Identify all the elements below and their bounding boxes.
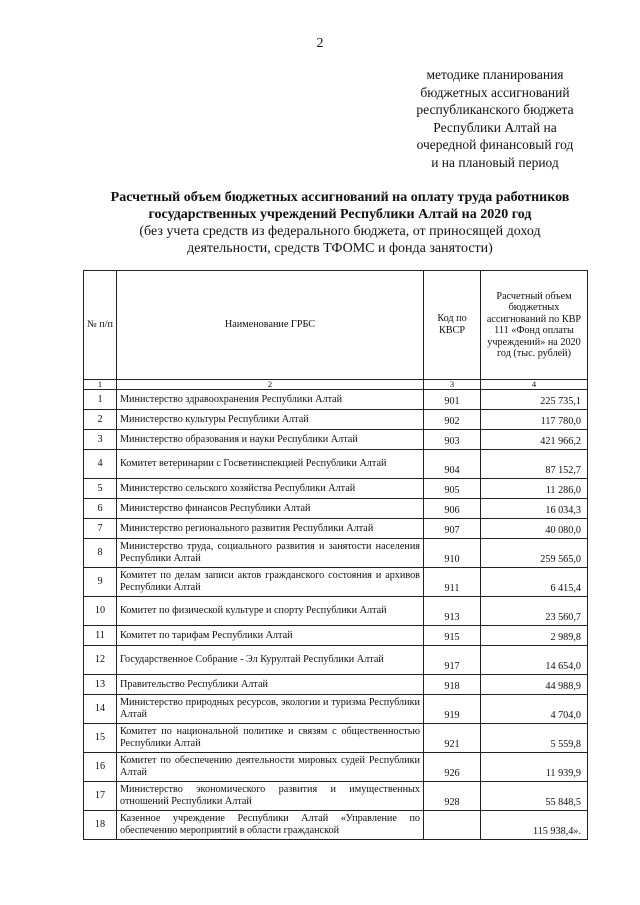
header-note-line: Республики Алтай на [433, 119, 557, 135]
amount-cell: 259 565,0 [481, 539, 588, 568]
row-number-cell: 8 [84, 539, 117, 568]
row-number-cell: 4 [84, 450, 117, 479]
table-row [84, 811, 588, 840]
kvsr-code-cell: 915 [424, 626, 481, 646]
grbs-name-cell: Министерство регионального развития Республики Алтай [117, 519, 424, 539]
kvsr-code-cell [424, 811, 481, 840]
kvsr-code-cell: 918 [424, 675, 481, 695]
kvsr-code-cell: 901 [424, 390, 481, 410]
table-header-row [84, 271, 588, 380]
grbs-name-cell: Министерство сельского хозяйства Республики Алтай [117, 479, 424, 499]
table-row [84, 539, 588, 568]
row-number-cell: 12 [84, 646, 117, 675]
amount-cell: 44 988,9 [481, 675, 588, 695]
kvsr-code-cell: 911 [424, 568, 481, 597]
row-number-cell: 11 [84, 626, 117, 646]
amount-cell: 117 780,0 [481, 410, 588, 430]
kvsr-code-cell: 928 [424, 782, 481, 811]
grbs-name-cell: Министерство культуры Республики Алтай [117, 410, 424, 430]
row-number-cell: 9 [84, 568, 117, 597]
header-name: Наименование ГРБС [117, 271, 424, 380]
amount-cell: 4 704,0 [481, 695, 588, 724]
table-row [84, 626, 588, 646]
amount-cell: 40 080,0 [481, 519, 588, 539]
header-note [400, 66, 590, 171]
amount-cell: 11 286,0 [481, 479, 588, 499]
row-number-cell: 13 [84, 675, 117, 695]
table-row [84, 646, 588, 675]
header-amount: Расчетный объем бюджетных ассигнований по КВР 111 «Фонд оплаты учреждений» на 2020 год (тыс. рублей) [481, 271, 588, 380]
kvsr-code-cell: 905 [424, 479, 481, 499]
row-number-cell: 1 [84, 390, 117, 410]
grbs-name-cell: Комитет по национальной политике и связям с общественностью Республики Алтай [117, 724, 424, 753]
table-row [84, 782, 588, 811]
table-index-row [84, 380, 588, 390]
kvsr-code-cell: 906 [424, 499, 481, 519]
row-number-cell: 14 [84, 695, 117, 724]
amount-cell: 55 848,5 [481, 782, 588, 811]
kvsr-code-cell: 904 [424, 450, 481, 479]
table-row [84, 430, 588, 450]
title-line-2: государственных учреждений Республики Алтай на 2020 год [148, 207, 532, 222]
amount-cell: 87 152,7 [481, 450, 588, 479]
header-note-line: и на плановый период [431, 154, 559, 170]
row-number-cell: 3 [84, 430, 117, 450]
subtitle-line-2: деятельности, средств ТФОМС и фонда занятости) [187, 241, 493, 256]
table-row [84, 410, 588, 430]
header-code: Код по КВСР [424, 271, 481, 380]
grbs-name-cell: Казенное учреждение Республики Алтай «Управление по обеспечению мероприятий в области гражданской [117, 811, 424, 840]
grbs-name-cell: Министерство экономического развития и имущественных отношений Республики Алтай [117, 782, 424, 811]
table-row [84, 519, 588, 539]
kvsr-code-cell: 902 [424, 410, 481, 430]
amount-cell: 225 735,1 [481, 390, 588, 410]
kvsr-code-cell: 907 [424, 519, 481, 539]
index-cell: 4 [481, 380, 588, 390]
kvsr-code-cell: 919 [424, 695, 481, 724]
grbs-name-cell: Комитет ветеринарии с Госветинспекцией Республики Алтай [117, 450, 424, 479]
kvsr-code-cell: 921 [424, 724, 481, 753]
grbs-name-cell: Министерство труда, социального развития и занятости населения Республики Алтай [117, 539, 424, 568]
row-number-cell: 7 [84, 519, 117, 539]
amount-cell: 16 034,3 [481, 499, 588, 519]
header-note-line: республиканского бюджета [416, 102, 574, 117]
table-row [84, 568, 588, 597]
index-cell: 3 [424, 380, 481, 390]
subtitle-line-1: (без учета средств из федерального бюджета, от приносящей доход [139, 224, 541, 239]
row-number-cell: 5 [84, 479, 117, 499]
amount-cell: 421 966,2 [481, 430, 588, 450]
table-row [84, 479, 588, 499]
row-number-cell: 15 [84, 724, 117, 753]
table-row [84, 390, 588, 410]
grbs-name-cell: Комитет по физической культуре и спорту Республики Алтай [117, 597, 424, 626]
grbs-name-cell: Комитет по тарифам Республики Алтай [117, 626, 424, 646]
grbs-name-cell: Министерство образования и науки Республики Алтай [117, 430, 424, 450]
table-row [84, 753, 588, 782]
index-cell: 1 [84, 380, 117, 390]
header-num: № п/п [84, 271, 117, 380]
row-number-cell: 2 [84, 410, 117, 430]
table-row [84, 724, 588, 753]
kvsr-code-cell: 903 [424, 430, 481, 450]
grbs-name-cell: Государственное Собрание - Эл Курултай Республики Алтай [117, 646, 424, 675]
table-row [84, 499, 588, 519]
index-cell: 2 [117, 380, 424, 390]
grbs-name-cell: Министерство природных ресурсов, экологии и туризма Республики Алтай [117, 695, 424, 724]
grbs-name-cell: Комитет по делам записи актов гражданского состояния и архивов Республики Алтай [117, 568, 424, 597]
row-number-cell: 18 [84, 811, 117, 840]
grbs-name-cell: Министерство здравоохранения Республики Алтай [117, 390, 424, 410]
amount-cell: 5 559,8 [481, 724, 588, 753]
grbs-name-cell: Комитет по обеспечению деятельности мировых судей Республики Алтай [117, 753, 424, 782]
kvsr-code-cell: 926 [424, 753, 481, 782]
amount-cell: 6 415,4 [481, 568, 588, 597]
table-row [84, 695, 588, 724]
kvsr-code-cell: 917 [424, 646, 481, 675]
title-line-1: Расчетный объем бюджетных ассигнований на оплату труда работников [110, 190, 570, 205]
amount-cell: 23 560,7 [481, 597, 588, 626]
row-number-cell: 6 [84, 499, 117, 519]
grbs-name-cell: Министерство финансов Республики Алтай [117, 499, 424, 519]
amount-cell: 115 938,4». [481, 811, 588, 840]
row-number-cell: 10 [84, 597, 117, 626]
amount-cell: 11 939,9 [481, 753, 588, 782]
grbs-name-cell: Правительство Республики Алтай [117, 675, 424, 695]
row-number-cell: 16 [84, 753, 117, 782]
header-note-line: очередной финансовый год [416, 137, 574, 152]
row-number-cell: 17 [84, 782, 117, 811]
page-number: 2 [316, 36, 324, 51]
table-row [84, 597, 588, 626]
document-title [60, 189, 620, 257]
amount-cell: 14 654,0 [481, 646, 588, 675]
header-note-line: бюджетных ассигнований [420, 84, 570, 100]
header-note-line: методике планирования [426, 67, 564, 82]
budget-table [83, 270, 588, 840]
amount-cell: 2 989,8 [481, 626, 588, 646]
kvsr-code-cell: 913 [424, 597, 481, 626]
table-row [84, 675, 588, 695]
kvsr-code-cell: 910 [424, 539, 481, 568]
table-row [84, 450, 588, 479]
